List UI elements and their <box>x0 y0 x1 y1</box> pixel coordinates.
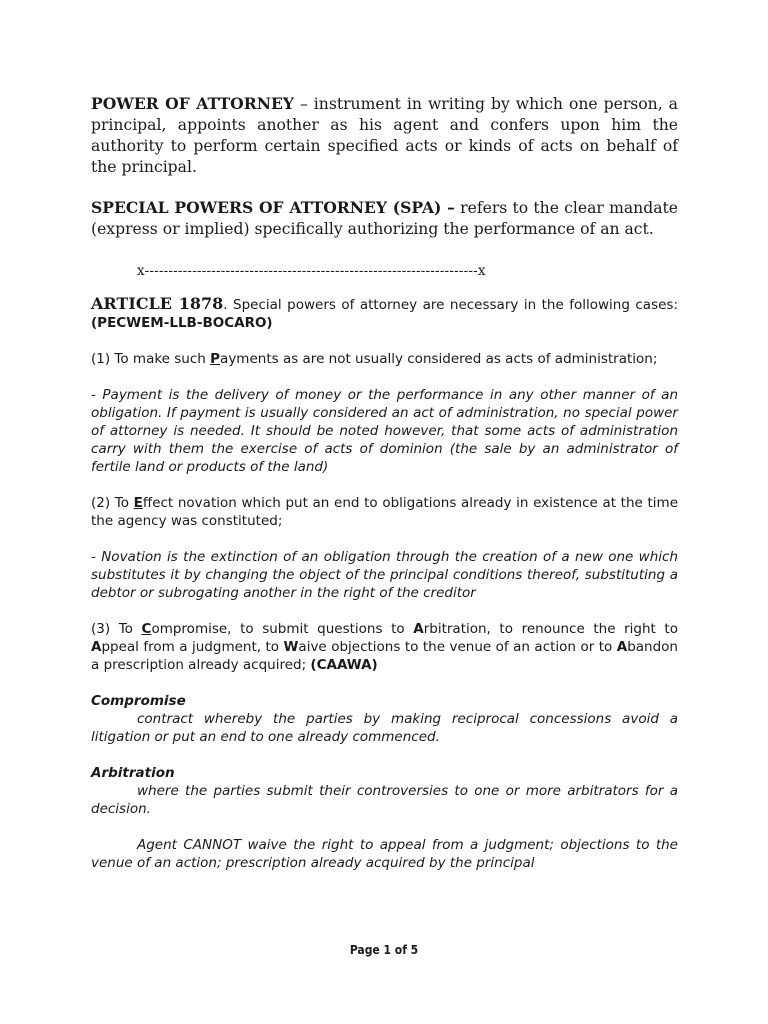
compromise-text: contract whereby the parties by making reciprocal concessions avoid a litigation or put an end to one already commenced. <box>91 711 678 745</box>
page-number: Page 1 of 5 <box>349 943 419 957</box>
item-1 <box>91 350 678 368</box>
item-3-text-4: aive objections to the venue of an action or to <box>298 639 617 655</box>
spa-definition <box>91 197 678 240</box>
item-3-prefix: (3) To <box>91 621 142 637</box>
item-1-note: - Payment is the delivery of money or the performance in any other manner of an obligation. If payment is usually considered an act of administration, no special power of attorney is needed. It should be noted however, that some acts of administration carry with them the exercise of acts of dominion (the sale by an administrator of fertile land or products of the land) <box>91 387 678 475</box>
item-3-key-a3: A <box>616 639 628 655</box>
item-3-key-a1: A <box>413 621 424 637</box>
item-3-mnemonic: (CAAWA) <box>310 657 378 673</box>
article-text: . Special powers of attorney are necessary in the following cases: <box>223 297 678 313</box>
item-3-text-5: bandon a prescription already acquired; <box>91 639 678 673</box>
poa-definition <box>91 93 678 178</box>
arbitration-heading: Arbitration <box>91 765 175 781</box>
agent-note: Agent CANNOT waive the right to appeal from a judgment; objections to the venue of an action; prescription already acquired by the principal <box>91 837 678 871</box>
item-2 <box>91 494 678 530</box>
article-heading <box>91 295 678 332</box>
item-3-text-2: rbitration, to renounce the right to <box>423 621 678 637</box>
document-page <box>91 93 678 872</box>
item-2-prefix: (2) To <box>91 495 134 511</box>
separator-line: x----------------------------------------------------------------------x <box>137 263 486 279</box>
item-1-key-letter: P <box>210 351 221 367</box>
compromise-heading: Compromise <box>91 693 186 709</box>
item-3-text-1: ompromise, to submit questions to <box>151 621 414 637</box>
item-3-key-w: W <box>283 639 299 655</box>
poa-term: POWER OF ATTORNEY <box>91 94 294 113</box>
item-3-key-c: C <box>141 621 152 637</box>
arbitration-text: where the parties submit their controversies to one or more arbitrators for a decision. <box>91 783 678 817</box>
item-1-text: ayments as are not usually considered as acts of administration; <box>220 351 658 367</box>
item-2-text: ffect novation which put an end to obligations already in existence at the time the agency was constituted; <box>91 495 678 529</box>
spa-text: refers to the clear mandate (express or implied) specifically authorizing the performance of an act. <box>91 199 678 238</box>
spa-term: SPECIAL POWERS OF ATTORNEY (SPA) – <box>91 198 455 217</box>
item-2-note: - Novation is the extinction of an obligation through the creation of a new one which substitutes it by changing the object of the principal conditions thereof, substituting a debtor or subrogating another in the right of the creditor <box>91 549 678 601</box>
article-mnemonic: (PECWEM-LLB-BOCARO) <box>91 315 273 331</box>
item-2-key-letter: E <box>133 495 143 511</box>
poa-text: – instrument in writing by which one person, a principal, appoints another as his agent and confers upon him the authority to perform certain specified acts or kinds of acts on behalf of the principal. <box>91 95 678 176</box>
item-3-text-3: ppeal from a judgment, to <box>101 639 284 655</box>
item-3 <box>91 620 678 674</box>
item-1-prefix: (1) To make such <box>91 351 211 367</box>
article-title: ARTICLE 1878 <box>91 294 224 313</box>
item-3-key-a2: A <box>91 639 102 655</box>
